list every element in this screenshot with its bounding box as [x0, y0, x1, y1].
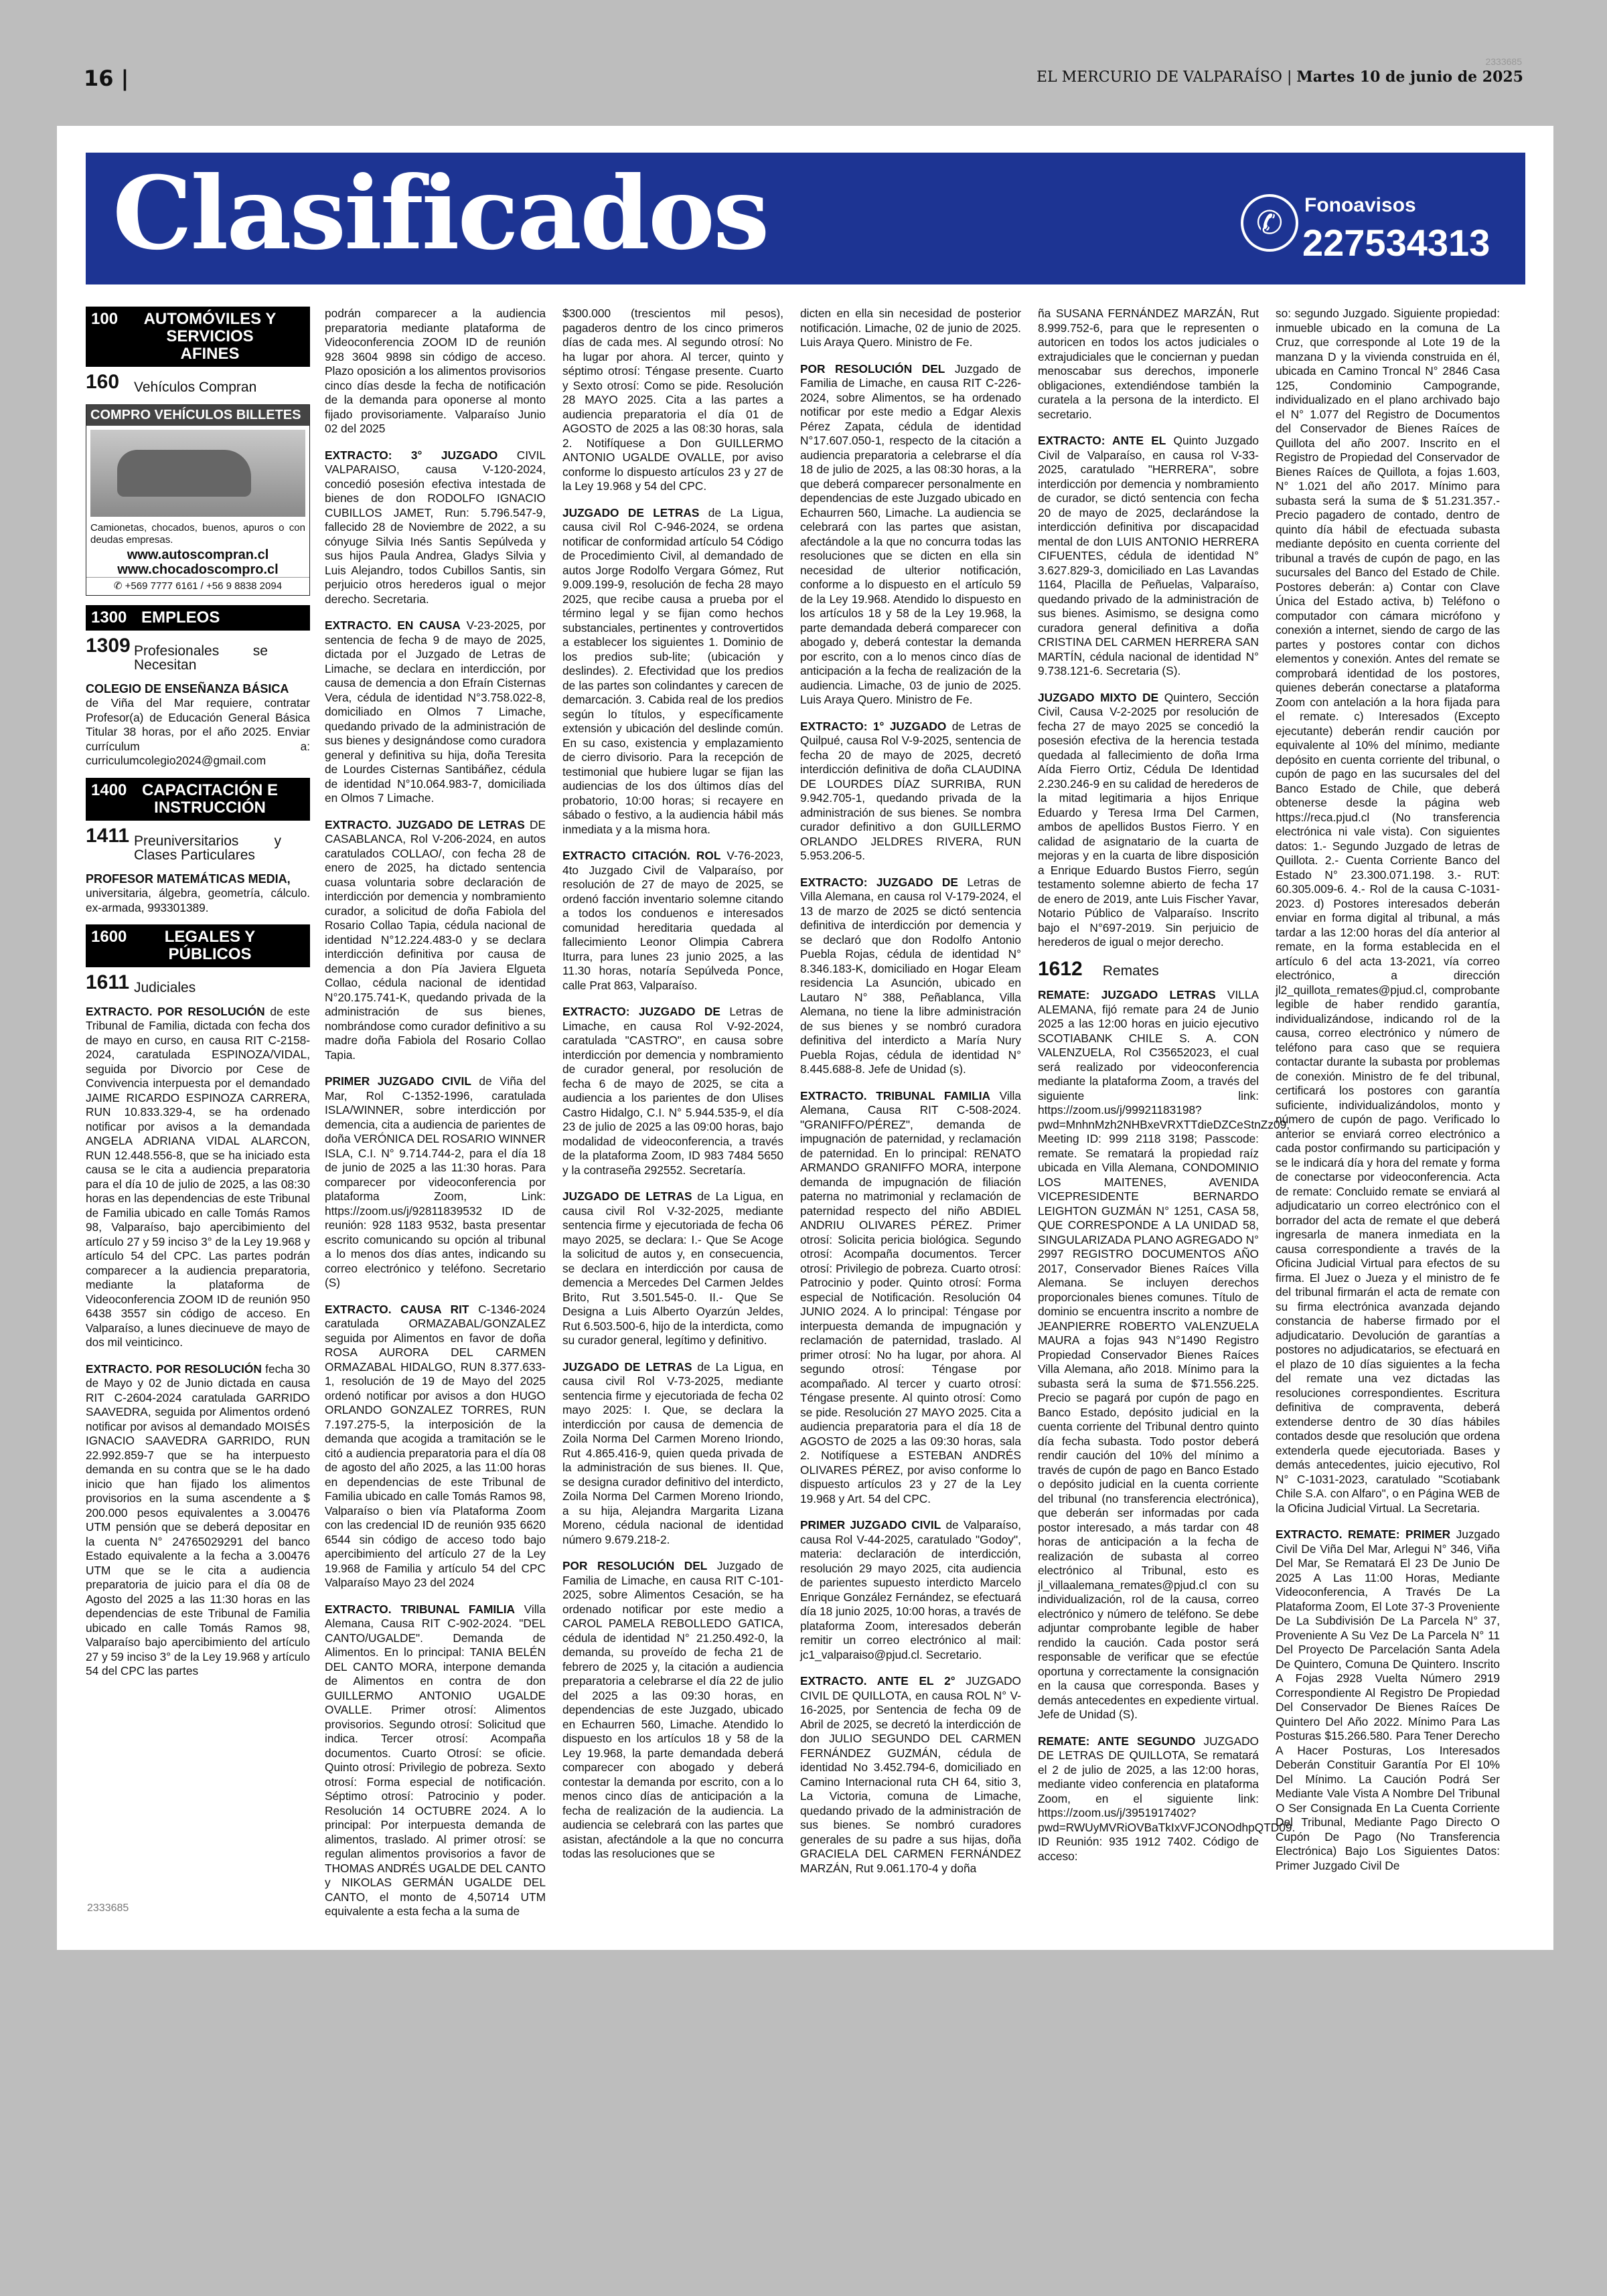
notice-body: de La Ligua, en causa civil Rol V-73-2025, mediante sentencia firme y ejecutoriada de fecha 02 mayo 2025: I. Que, se declara la interdicción por causa de demencia de Zoila Norma Del Carmen Moreno Iriondo, Rut 4.865.416-9, quien queda privada de la administración de sus bienes. II. Que, se designa curador definitivo del interdicto, Zoila Norma Del Carmen Moreno Iriondo, a su hija, Alejandra Margarita Lizana Moreno, cédula nacional de identidad número 9.679.218-2. [562, 1360, 783, 1546]
legal-notice [800, 1089, 1021, 1507]
notice-lead: EXTRACTO. JUZGADO DE LETRAS [325, 817, 525, 831]
notices-col5-a [1038, 307, 1259, 950]
notice-lead: EXTRACTO. POR RESOLUCIÓN [86, 1362, 262, 1376]
notice-body: CIVIL VALPARAISO, causa V-120-2024, concedió posesión efectiva intestada de bienes de don RODOLFO IGNACIO CUBILLOS JAMET, Run: 5.796.547-9, fallecido 28 de Noviembre de 2022, a su cónyuge Silvia Inés Santis Sepúlveda y sus hijos Paula Andrea, Gladys Silvia y Luis Alejandro, todos Cubillos Santis, sin perjuicio otros herederos igual o mejor derecho. Secretaria. [325, 448, 546, 606]
car-icon [117, 450, 251, 497]
classifieds-sheet [57, 126, 1553, 1950]
section-1300 [86, 605, 310, 631]
notice-lead: EXTRACTO. CAUSA RIT [325, 1302, 469, 1316]
notice-body: podrán comparecer a la audiencia preparatoria mediante plataforma de Videoconferencia ZOOM ID de reunión 928 3604 9898 sin código de acceso. Plazo oposición a los alimentos provisorios cinco días desde la fecha de notificación de la demanda para oponerse al monto fijado provisoriamente. Valparaíso Junio 02 del 2025 [325, 307, 546, 435]
subsection-number: 1309 [86, 634, 131, 657]
notice-body: VILLA ALEMANA, fijó remate para 24 de Junio 2025 a las 12:00 horas en juicio ejecutivo SCOTIABANK CHILE S. A. CON VALENZUELA, Rol C35652023, el cual será realizado por videoconferencia mediante la plataforma Zoom, a través del siguiente link: https://zoom.us/j/99921183198?pwd=MnhnMzh2NHBxeVRXTTdieDZCeStnZz09, Meeting ID: 999 2118 3198; Passcode: remate. Se rematará la propiedad raíz ubicada en Villa Alemana, CONDOMINIO LOS MAITENES, AVENIDA VICEPRESIDENTE BERNARDO LEIGHTON GUZMÁN N° 1251, CASA 58, QUE CORRESPONDE A LA UNIDAD 58, SINGULARIZADA PLANO AGREGADO N° 2997 REGISTRO DOCUMENTOS AÑO 2017, Conservador Bienes Raíces Villa Alemana. Se incluyen derechos proporcionales bienes comunes. Título de dominio se encuentra inscrito a nombre de JEANPIERRE ROBERTO VALENZUELA MAURA a fojas 943 N°1490 Registro Propiedad Conservador Bienes Raíces Villa Alemana, año 2018. Mínimo para la subasta será la suma de $71.556.225. Precio se pagará por cupón de pago en Banco Estado, depósito judicial en la cuenta corriente del Tribunal dentro quinto día fecha subasta. Todo postor deberá rendir caución del 10% del mínimo a través de cupón de pago en Banco Estado o depósito judicial en la cuenta corriente del tribunal (no transferencia electrónica), que deberán ser informadas por cada postor interesado, a más tardar con 48 horas de anticipación a la fecha de realización de subasta al correo electrónico al Tribunal, esto es jl_villaalemana_remates@pjud.cl con su individualización, rol de la causa, correo electrónico y número de teléfono. Se debe adjuntar comprobante legible de haber rendido la caución. Cada postor será responsable de verificar que se efectúe oportuna y correctamente la consignación en la causa que corresponda. Bases y demás antecedentes en expediente virtual. Jefe de Unidad (S). [1038, 988, 1290, 1721]
subsection-title: Judiciales [134, 980, 196, 995]
notice-lead: EXTRACTO. TRIBUNAL FAMILIA [800, 1088, 990, 1102]
column-1 [86, 307, 310, 1933]
notice-lead: EXTRACTO: JUZGADO DE [562, 1005, 720, 1018]
legal-notice [800, 720, 1021, 864]
subsection-title: Profesionales se Necesitan [134, 643, 268, 673]
ad-website-1: www.autoscompran.cl [127, 548, 269, 562]
section-100 [86, 307, 310, 367]
notices-col4 [800, 307, 1021, 1876]
notice-body: Quinto Juzgado Civil de Valparaíso, en causa rol V-33-2025, caratulado "HERRERA", sobre interdicción por demencia y nombramiento de curador, se dictó sentencia con fecha 20 de mayo de 2025, declarándose la interdicción definitiva por discapacidad mental de don LUIS ANTONIO HERRERA CIFUENTES, cédula de identidad N° 3.627.829-3, domiciliado en Las Lavandas 1164, Placilla de Peñuelas, Valparaíso, quedando privado de la administración de sus bienes. Asimismo, se designa como curadora general definitiva a doña CRISTINA DEL CARMEN HERRERA SAN MARTÍN, cédula nacional de identidad N° 9.738.121-6. Secretaria (S). [1038, 434, 1259, 677]
banner-title: Clasificados [112, 155, 768, 272]
ad-profesor [86, 872, 310, 916]
notice-lead: EXTRACTO: JUZGADO DE [800, 875, 958, 889]
legal-notice [325, 619, 546, 806]
notice-body: C-1346-2024 caratulada ORMAZABAL/GONZALEZ seguida por Alimentos en favor de doña ROSA AURORA DEL CARMEN ORMAZABAL HIDALGO, RUN 8.377.633-1, resolución de 19 de Mayo del 2025 ordenó notificar por avisos a don HUGO ORLANDO GONZALEZ TORRES, RUN 7.197.275-5, la interposición de la demanda que acogida a tramitación se le citó a audiencia preparatoria para el día 08 de agosto del año 2025, a las 11:00 horas en dependencias de este Tribunal de Familia ubicado en calle Tomás Ramos 98, Valparaíso o bien vía Plataforma Zoom con las credencial ID de reunión 935 6620 6544 sin código de acceso todo bajo apercibimiento del artículo 27 de la Ley 19.968 de Familia y artículo 54 del CPC Valparaíso Mayo 23 del 2024 [325, 1302, 546, 1589]
notice-body: de La Ligua, en causa civil Rol V-32-2025, mediante sentencia firme y ejecutoriada de fecha 06 mayo 2025, se declara: I.- Que Se Acoge la solicitud de autos y, en consecuencia, se declara en interdicción por causa de demencia a Mercedes Del Carmen Jeldes Brito, Rut 3.501.545-0. II.- Que Se Designa a Luis Alberto Oyarzún Jeldes, Rut 6.503.500-6, hijo de la interdicta, como su curador general, legítimo y definitivo. [562, 1190, 783, 1347]
notice-body: ña SUSANA FERNÁNDEZ MARZÁN, Rut 8.999.752-6, para que le representen o autoricen en todos los actos judiciales o extrajudiciales que le conciernan y puedan menoscabar sus derechos, imponerle obligaciones, extendiéndose también la curatela a la persona de la interdicto. El secretario. [1038, 307, 1259, 421]
notice-lead: EXTRACTO. ANTE EL 2° [800, 1674, 955, 1688]
notice-lead: POR RESOLUCIÓN DEL [562, 1559, 708, 1572]
legal-notice [325, 818, 546, 1063]
section-number: 1300 [91, 608, 127, 627]
legal-notice [800, 307, 1021, 350]
legal-notice [562, 849, 783, 993]
notice-lead: PRIMER JUZGADO CIVIL [325, 1074, 471, 1088]
notice-lead: EXTRACTO: 3° JUZGADO [325, 448, 498, 462]
phone-icon: ✆ [1241, 194, 1298, 252]
legal-notice [1276, 307, 1500, 1515]
legal-notice [562, 307, 783, 494]
notice-body: Letras de Villa Alemana, en causa rol V-179-2024, el 13 de marzo de 2025 se dictó sentencia definitiva de interdicción por demencia y se declaró que don Rodolfo Antonio Puebla Rojas, cédula de identidad N° 8.346.183-K, domiciliado en Hogar Eleam residencia La Asunción, ubicado en Lautaro N° 388, Peñablanca, Villa Alemana, no tiene la libre administración de sus bienes y se nombró curadora definitiva del interdicto a María Nury Puebla Rojas, cédula de identidad N° 8.445.688-8. Jefe de Unidad (s). [800, 875, 1022, 1076]
notice-body: fecha 30 de Mayo y 02 de Junio dictada en causa RIT C-2604-2024 caratulada GARRIDO SAAVEDRA, seguida por Alimentos ordenó notificar por avisos al demandado MOISÉS IGNACIO SAAVEDRA GARRIDO, RUN 22.992.859-7 que se ha interpuesto demanda en su contra que se le ha dado inicio que han fijado los alimentos provisorios en la suma ascendente a $ 200.000 pesos equivalentes a 3.00476 UTM pensión que se deberá depositar en la cuenta N° 24765029291 del banco Estado equivalente a la fecha a 3.00476 UTM que se le cita a audiencia preparatoria de juicio para el día 08 de Agosto del 2025 a las 11:30 horas en las dependencias de este Tribunal de Familia ubicado en calle Tomás Ramos 98, Valparaíso bajo apercibimiento del artículo 27 y 59 inciso 3° de la Ley 19.968 y artículo 54 del CPC las partes [86, 1362, 310, 1677]
legal-notice [1038, 691, 1259, 950]
subsection-number: 1612 [1038, 957, 1083, 980]
legal-notice [1038, 1734, 1296, 1864]
notice-body: JUZGADO CIVIL DE QUILLOTA, en causa ROL N° V-16-2025, por Sentencia de fecha 09 de Abril de 2025, se decretó la interdicción de don JULIO SEGUNDO DEL CARMEN FERNÁNDEZ GUZMÁN, cédula de identidad No 3.452.794-6, domiciliado en Camino Internacional ruta CH 64, sitio 3, La Victoria, comuna de Limache, quedando privado de la administración de sus bienes. Se nombró curadores generales de su padre a sus hijas, doña GRACIELA DEL CARMEN FERNÁNDEZ MARZÁN, Rut 9.061.170-4 y doña [800, 1674, 1021, 1875]
notice-body: Villa Alemana, Causa RIT C-902-2024. "DEL CANTO/UGALDE". Demanda de Alimentos. En lo principal: TANIA BELÉN DEL CANTO MORA, interpone demanda de Alimentos en contra de don GUILLERMO ANTONIO UGALDE OVALLE. Primer otrosí: Alimentos provisorios. Segundo otrosí: Solicitud que indica. Tercer otrosí: Acompaña documentos. Cuarto Otrosí: se oficie. Quinto otrosí: Privilegio de pobreza. Sexto otrosí: Forma especial de notificación. Séptimo otrosí: Patrocinio y poder. Resolución 14 OCTUBRE 2024. A lo principal: Por interpuesta demanda de alimentos, traslado. Al primer otrosí: se regulan alimentos provisorios a favor de THOMAS ANDRÉS UGALDE DEL CANTO y NIKOLAS GERMÁN UGALDE DEL CANTO, el monto de 4,50714 UTM equivalente a esta fecha a la suma de [325, 1602, 546, 1918]
notice-lead: EXTRACTO: 1° JUZGADO [800, 719, 947, 733]
column-6 [1276, 307, 1500, 1933]
section-title: AUTOMÓVILES Y SERVICIOS AFINES [143, 310, 277, 363]
ad-body: de Viña del Mar requiere, contratar Profesor(a) de Educación General Básica Titular 38 horas, por el año 2025. Enviar currículum a: curriculumcolegio2024@gmail.com [86, 696, 310, 767]
notice-lead: JUZGADO DE LETRAS [562, 1190, 692, 1203]
notice-body: de Valparaíso, causa Rol V-44-2025, caratulado "Godoy", materia: declaración de interdicción, resolución 29 mayo 2025, cita audiencia de parientes supuesto interdicto Marcelo Enrique González Fernández, se efectuará día 18 junio 2025, 10:00 horas, a través de plataforma Zoom, interesados deberán remitir un correo electrónico al mail: jc1_valparaiso@pjud.cl. Secretario. [800, 1518, 1021, 1661]
notice-body: Letras de Limache, en causa Rol V-92-2024, caratulada "CASTRO", en causa sobre interdicción por demencia y nombramiento de curador general, por resolución de fecha 6 de mayo de 2025, se cita a audiencia a los parientes de don Ulises Castro Hidalgo, C.I. N° 5.944.535-9, el día 23 de julio de 2025 a las 09:00 horas, bajo modalidad de videoconferencia, a través de la plataforma Zoom, ID 983 7484 5650 y la contraseña 292552. Secretaría. [562, 1005, 784, 1177]
notice-lead: JUZGADO DE LETRAS [562, 505, 700, 519]
section-title: CAPACITACIÓN E INSTRUCCIÓN [141, 781, 279, 817]
notice-lead: REMATE: JUZGADO LETRAS [1038, 988, 1216, 1001]
notices-col1 [86, 1005, 310, 1679]
ad-title: PROFESOR MATEMÁTICAS MEDIA, [86, 872, 291, 886]
notice-body: Villa Alemana, Causa RIT C-508-2024. "GRANIFFO/PÉREZ", demanda de impugnación de paternidad, y reclamación de paternidad. En lo principal: RENATO ARMANDO GRANIFFO MORA, interpone demanda de impugnación de filiación paterna no matrimonial y reclamación de paternidad respecto del niño ABDIEL ANDRIU OLIVARES PÉREZ. Primer otrosí: Solicita pericia biológica. Segundo otrosí: Acompaña documentos. Tercer otrosí: Privilegio de pobreza. Cuarto otrosí: Patrocinio y poder. Quinto otrosí: Forma especial de Notificación. Resolución 04 JUNIO 2024. A lo principal: Téngase por interpuesta demanda de impugnación y reclamación de paternidad, traslado. Al primer otrosí: No ha lugar, por ahora. Al segundo otrosí: Téngase por acompañado. Al tercer y cuarto otrosí: Téngase presente. Al quinto otrosí: Como se pide. Resolución 27 MAYO 2025. Cita a audiencia preparatoria para el día 18 de AGOSTO de 2025 a las 09:30 horas, sala 2. Notifíquese a ESTEBAN ANDRÉS OLIVARES PÉREZ, por aviso conforme lo dispuesto artículos 23 y 27 de la Ley 19.968 y Art. 54 del CPC. [800, 1088, 1021, 1505]
footer-id: 2333685 [87, 1902, 129, 1914]
page-id: 2333685 [1485, 56, 1522, 67]
legal-notice [86, 1362, 310, 1679]
legal-notice [325, 448, 546, 607]
subsection-number: 1611 [86, 971, 130, 993]
notice-body: dicten en ella sin necesidad de posterior notificación. Limache, 02 de junio de 2025. Luis Araya Quero. Ministro de Fe. [800, 307, 1021, 349]
notices-col3 [562, 307, 783, 1862]
notice-lead: REMATE: ANTE SEGUNDO [1038, 1734, 1196, 1748]
column-4 [800, 307, 1021, 1933]
subsection-160 [86, 371, 310, 395]
legal-notice [1038, 988, 1290, 1722]
legal-notice [800, 362, 1021, 708]
fonoavisos-number: 227534313 [1302, 222, 1490, 264]
notice-body: $300.000 (trescientos mil pesos), pagaderos dentro de los cinco primeros días de cada mes. Al segundo otrosí: No ha lugar por ahora. Al tercer, quinto y séptimo otrosí: Téngase presente. Cuarto y Sexto otrosí: Como se pide. Resolución 28 MAYO 2025. Cita a las partes a audiencia preparatoria el día 01 de AGOSTO de 2025 a las 08:30 horas, sala 2. Notifíquese a Don GUILLERMO ANTONIO UGALDE OVALLE, por aviso conforme lo dispuesto artículos 23 y 27 de la Ley 19.968 y 54 del CPC. [562, 307, 783, 493]
notice-lead: EXTRACTO CITACIÓN. ROL [562, 849, 721, 862]
page-header [77, 56, 1530, 100]
section-title: EMPLEOS [141, 608, 220, 627]
section-number: 100 [91, 310, 119, 328]
publication-info: EL MERCURIO DE VALPARAÍSO | Martes 10 de junio de 2025 [1036, 68, 1523, 86]
notice-lead: JUZGADO MIXTO DE [1038, 690, 1159, 704]
ad-website-2: www.chocadoscompro.cl [117, 562, 279, 577]
column-5 [1038, 307, 1296, 1933]
publication-date: Martes 10 de junio de 2025 [1296, 68, 1523, 86]
ad-compro-vehiculos [86, 404, 310, 596]
legal-notice [86, 1005, 310, 1350]
notice-lead: EXTRACTO. REMATE: PRIMER [1276, 1528, 1451, 1541]
ad-header: COMPRO VEHÍCULOS BILLETES [86, 405, 309, 426]
legal-notice [562, 506, 783, 837]
notice-body: de La Ligua, causa civil Rol C-946-2024, se ordena notificar de conformidad artículo 54 Código de Procedimiento Civil, al demandado de autos Jorge Rodolfo Vergara Gómez, Rut 9.009.199-9, resolución de fecha 28 mayo 2025, que recibe causa a prueba por el término legal y se fijan como hechos substanciales, pertinentes y controvertidos a establecer los siguientes 1. Dominio de los predios sub-lite; (ubicación y deslindes). 2. Efectividad que los predios de las partes son colindantes y carecen de demarcación. 3. Cabida real de los predios según lo títulos, y específicamente extensión y ubicación del deslinde común. En su caso, existencia y emplazamiento de cierro divisorio. Para la recepción de testimonial que hubiere lugar se fijan las audiencias de los dos últimos días del probatorio, 10:00 horas; si recayere en sábado o festivo, a la audiencia hábil más inmediata y a la misma hora. [562, 505, 783, 836]
legal-notice [325, 1303, 546, 1590]
legal-notice [1038, 307, 1259, 422]
notice-body: Juzgado de Familia de Limache, en causa RIT C-101-2025, sobre Alimentos Cesación, se ha ordenado notificar por este medio a CAROL PAMELA REBOLLEDO GATICA, cédula de identidad N° 21.250.492-0, la demanda, su proveído de fecha 21 de febrero de 2025 y, la citación a audiencia preparatoria a celebrarse el día 22 de julio del 2025 a las 09:30 horas, en dependencias de este Juzgado, ubicado en Echaurren 560, Limache. Atendido lo dispuesto en los artículos 18 y 58 de la Ley 19.968, la parte demandada deberá comparecer con abogado y deberá contestar la demanda por escrito, con a lo menos cinco días de anticipación a la fecha de realización de la audiencia. La audiencia se celebrará con las partes que asistan, afectándole a la que no concurra todas las resoluciones que se [562, 1559, 783, 1860]
notice-lead: POR RESOLUCIÓN DEL [800, 361, 945, 376]
notice-body: V-23-2025, por sentencia de fecha 9 de mayo de 2025, dictada por el Juzgado de Letras de Limache, se declara en interdicción, por causa de demencia a don Efraín Cisternas Vera, cédula de identidad N°3.758.022-8, domiciliado en Olmos 7 Limache, quedando privado de la administración de sus bienes y designándose como curadora general y definitiva su hija, doña Teresita de Lourdes Cisternas Santibáñez, cédula de identidad N°10.064.983-7, domiciliada en Olmos 7 Limache. [325, 619, 546, 805]
legal-notice [800, 1518, 1021, 1662]
notice-body: de Letras de Quilpué, causa Rol V-9-2025, sentencia de fecha 20 de mayo de 2025, decretó interdicción definitiva de doña CLAUDINA DE LOURDES DÍAZ SURRIBA, RUN 9.942.705-1, quedando privada de la administración de sus bienes. Se nombra curador definitivo a don GUILLERMO ORLANDO JELDRES RIVERA, RUN 5.953.206-5. [800, 719, 1021, 862]
legal-notice [800, 876, 1021, 1077]
ad-colegio [86, 682, 310, 768]
car-photo [90, 430, 305, 517]
section-title: LEGALES Y PÚBLICOS [164, 928, 256, 963]
fonoavisos-label: Fonoavisos [1304, 194, 1416, 216]
notice-lead: JUZGADO DE LETRAS [562, 1360, 692, 1374]
notice-body: JUZGADO DE LETRAS DE QUILLOTA, Se rematará el 2 de julio de 2025, a las 12:00 horas, mediante video conferencia en plataforma Zoom, en el siguiente link: https://zoom.us/j/3951917402?pwd=RWUyMVRiOVBaTkIxVFJCONOdhpQTD09. ID Reunión: 935 1912 7402. Código de acceso: [1038, 1734, 1296, 1863]
notice-lead: EXTRACTO. EN CAUSA [325, 619, 461, 632]
legal-notice [325, 1603, 546, 1919]
notice-body: Quintero, Sección Civil, Causa V-2-2025 por resolución de fecha 27 de mayo 2025 se concedió la posesión efectiva de la herencia testada quedada al fallecimiento de doña Irma Aída Fierro Ortiz, Cédula De Identidad 2.230.246-9 en su calidad de herederos de la mitad legitimaria a hijos Enrique Eduardo y Teresa Irma Del Carmen, ambos de apellidos Bustos Fierro. Y en calidad de asignatario de la cuarta de mejoras y en la cuarta de libre disposición a Enrique Eduardo Bustos Fierro, según testamento solemne abierto de fecha 17 de enero de 2019, ante Luis Fischer Yavar, Notario Público de Valparaíso. Inscrito bajo el N°697-2019. Sin perjuicio de herederos de igual o mejor derecho. [1038, 690, 1259, 949]
notices-col6 [1276, 307, 1500, 1873]
notice-body: DE CASABLANCA, Rol V-206-2024, en autos caratulados COLLAO/, con fecha 28 de enero de 2025, ha dictado sentencia cuasa voluntaria sobre declaración de interdicción por demencia y nombramiento curador, a solicitud de doña Fabiola del Rosario Collao Tapia, cédula nacional de identidad N°12.224.483-0 y se declara interdicción definitiva por causa de demencia a don Pía Javiera Elgueta Collao, cédula nacional de identidad N°20.175.741-K, quedando privada de la administración de sus bienes, nombrándose como curador definitivo a su madre doña Fabiola del Rosario Collao Tapia. [325, 817, 546, 1062]
subsection-1411 [86, 824, 310, 863]
notice-lead: EXTRACTO. TRIBUNAL FAMILIA [325, 1602, 515, 1616]
section-1600 [86, 924, 310, 967]
page-number: 16 | [84, 66, 129, 91]
ad-phone: ✆ +569 7777 6161 / +56 9 8838 2094 [86, 577, 309, 595]
legal-notice [562, 1360, 783, 1548]
column-2 [325, 307, 546, 1933]
subsection-1309 [86, 634, 310, 673]
section-1400 [86, 778, 310, 821]
legal-notice [1276, 1528, 1500, 1873]
fonoavisos [1241, 194, 1488, 268]
notice-lead: EXTRACTO. POR RESOLUCIÓN [86, 1004, 265, 1018]
section-number: 1400 [91, 781, 127, 799]
subsection-number: 160 [86, 371, 120, 393]
notice-body: Juzgado de Familia de Limache, en causa RIT C-226-2024, sobre Alimentos, se ha ordenado notificar por este medio a Edgar Alexis Pérez Zapata, cédula de identidad N°17.607.050-1, respecto de la citación a audiencia preparatoria a celebrarse el día 18 de julio de 2025, a las 08:30 horas, a la que deberá comparecer personalmente en dependencias de este Juzgado ubicado en Echaurren 560, Limache. La audiencia se celebrará con las partes que asistan, afectándole a la que no concurra todas las resoluciones que se dicten en ella sin necesidad de ulterior notificación, conforme a lo dispuesto en el artículo 59 de la Ley 19.968. Atendido lo dispuesto en los artículos 18 y 58 de la Ley 19.968, la parte demandada deberá comparecer con abogado y, deberá contestar la demanda por escrito, con a lo menos cinco días de anticipación a la fecha de realización de la audiencia. Limache, 03 de junio de 2025. Luis Araya Quero. Ministro de Fe. [800, 361, 1021, 706]
notices-col5-b [1038, 988, 1296, 1864]
subsection-title: Remates [1102, 963, 1159, 979]
notices-col2 [325, 307, 546, 1919]
notice-body: so: segundo Juzgado. Siguiente propiedad: inmueble ubicado en la comuna de La Cruz, que corresponde al Lote 19 de la manzana D y la vivienda construida en él, ubicada en Camino Troncal N° 2846 Casa 125, Condominio Campogrande, individualizado en el plano archivado bajo el N° 1.077 del Registro de Documentos del Conservador de Bienes Raíces de Quillota del año 2007. Inscrito en el Registro de Propiedad del Conservador de Bienes Raíces de Quillota, a fojas 1.603, N° 1.021 del año 2017. Mínimo para subasta será la suma de $ 51.231.357.- Precio pagadero de contado, dentro de quinto día hábil de efectuada subasta mediante depósito en cuenta corriente del tribunal a través de cupón de pago, en las sucursales del Banco del Estado de Chile. Postores deberán: a) Contar con Clave Única del Estado activa, b) Teléfono o computador con cámara micrófono y conexión a internet, siendo de cargo de las partes y postores contar con dichos elementos y conexión. Antes del remate se comprobará identidad de los postores, quienes deberán conectarse a plataforma Zoom con antelación a la hora fijada para el remate. c) Interesados (Excepto ejecutante) deberán rendir caución por equivalente al 10% del mínimo, mediante depósito en cuenta corriente del tribunal, o cupón de pago en las sucursales del del Banco Estado de Chile, que deberá obtenerse desde la página web https://reca.pjud.cl (No transferencia electrónica ni vale vista). Con siguientes datos: 1.- Segundo Juzgado de letras de Quillota. 2.- Cuenta Corriente Banco del Estado N° 23.300.071.198. 3.- RUT: 60.305.009-6. 4.- Rol de la causa C-1031-2023. d) Postores interesados deberán enviar en forma digital al tribunal, a más tardar a las 12:00 horas del día anterior al remate, en la forma establecida en el artículo 6 del acta 13-2021, vía correo electrónico, a dirección jl2_quillota_remates@pjud.cl, comprobante legible de haber rendido garantía, individualizándose, indicando rol de la causa, correo electrónico y número de teléfono para caso que se requiera contactar durante la subasta por problemas de conexión. Ministro de fe del tribunal, certificará los postores con garantía suficiente, individualizándolos, monto y número de cupón de pago. Verificado lo anterior se enviará correo electrónico a cada postor confirmando su participación y se le indicará día y hora del remate y forma de conectarse por videoconferencia. Acta de remate: Concluido remate se enviará al adjudicatario un correo electrónico con el borrador del acta de remate el que deberá ingresarla de manera inmediata en la causa correspondiente a través de la Oficina Judicial Virtual para efectos de su firma. El Juez o Jueza y el ministro de fe del tribunal firmarán el acta de remate con su firma electrónica avanzada dejando constancia de haberse firmado por el adjudicatario. Devolución de garantías a postores no adjudicatarios, se efectuará en el plazo de 10 días siguientes a la fecha del remate una vez dictadas las resoluciones correspondientes. Escritura definitiva de compraventa, deberá extenderse dentro de 30 días hábiles contados desde que resolución que ordena extenderla quede ejecutoriada. Bases y demás antecedentes, juicio ejecutivo, Rol N° C-1031-2023, caratulado "Scotiabank Chile S.A. con Alfaro", o en Página WEB de la Oficina Judicial Virtual. La Secretaria. [1276, 307, 1500, 1515]
publication-name: EL MERCURIO DE VALPARAÍSO [1036, 69, 1282, 86]
legal-notice [562, 1190, 783, 1348]
subsection-title: Preuniversitarios y Clases Particulares [134, 833, 281, 863]
legal-notice [1038, 434, 1259, 679]
subsection-title: Vehículos Compran [134, 380, 257, 395]
legal-notice [800, 1674, 1021, 1876]
legal-notice [562, 1559, 783, 1862]
notice-lead: PRIMER JUZGADO CIVIL [800, 1518, 941, 1532]
notice-body: de Viña del Mar, Rol C-1352-1996, caratulada ISLA/WINNER, sobre interdicción por demencia, cita a audiencia de parientes de doña VERÓNICA DEL ROSARIO WINNER ISLA, C.I. N° 9.714.744-2, para el día 18 de junio de 2025 a las 11:30 horas. Para comparecer por videoconferencia por plataforma Zoom, Link: https://zoom.us/j/92811839532 ID de reunión: 928 1183 9532, basta presentar escrito comunicando su opción al tribunal a lo menos dos días antes, indicando su correo electrónico y teléfono. Secretario (S) [325, 1074, 546, 1289]
notice-body: de este Tribunal de Familia, dictada con fecha dos de mayo en curso, en causa RIT C-2158-2024, caratulada ESPINOZA/VIDAL, seguida por Divorcio por Cese de Convivencia interpuesta por el demandado JAIME RICARDO ESPINOZA CARRERA, RUN 10.833.329-4, se ha ordenado notificar por avisos a la demandada ANGELA ADRIANA VIDAL ALARCON, RUN 12.448.556-8, que se ha iniciado esta causa se le cita a audiencia preparatoria para el día 10 de julio de 2025, a las 08:30 horas en las dependencias de este Tribunal de Familia ubicado en calle Tomás Ramos 98, Valparaíso, bajo apercibimiento del artículo 27 y 59 inciso 3° de la Ley 19.968 y artículo 54 del CPC. Las partes podrán comparecer a la audiencia preparatoria, mediante la plataforma de Videoconferencia ZOOM ID de reunión 950 6438 3557 sin código de acceso. En Valparaíso, a lunes diecinueve de mayo de dos mil veinticinco. [86, 1004, 310, 1349]
ad-text: Camionetas, chocados, buenos, apuros o con deudas empresas. [90, 522, 305, 546]
legal-notice [325, 1074, 546, 1291]
subsection-1611 [86, 971, 310, 995]
legal-notice [325, 307, 546, 436]
notice-lead: EXTRACTO: ANTE EL [1038, 434, 1166, 447]
notice-body: Juzgado Civil De Viña Del Mar, Arlegui N° 346, Viña Del Mar, Se Rematará El 23 De Junio De 2025 A Las 11:00 Horas, Mediante Videoconferencia, A Través De La Plataforma Zoom, El Lote 37-3 Proveniente De La Subdivisión De La Parcela N° 37, Proveniente A Su Vez De La Parcela N° 11 Del Proyecto De Parcelación Santa Adela De Quintero, Comuna De Quintero. Inscrito A Fojas 2928 Vuelta Número 2919 Correspondiente Al Registro De Propiedad Del Conservador De Bienes Raíces De Quintero Del Año 2022. Mínimo Para Las Posturas $15.266.580. Para Tener Derecho A Hacer Posturas, Los Interesados Deberán Constituir Garantía Por El 10% Del Mínimo. La Caución Podrá Ser Mediante Vale Vista A Nombre Del Tribunal O Ser Consignada En La Cuenta Corriente Del Tribunal, Mediante Pago Directo O Cupón De Pago (No Transferencia Electrónica) Bajo Los Siguientes Datos: Primer Juzgado Civil De [1276, 1528, 1500, 1872]
section-number: 1600 [91, 928, 127, 946]
column-3 [562, 307, 783, 1933]
classifieds-banner [86, 153, 1525, 284]
ad-body: universitaria, álgebra, geometría, cálculo. ex-armada, 993301389. [86, 886, 310, 914]
subsection-number: 1411 [86, 824, 130, 847]
notice-body: V-76-2023, 4to Juzgado Civil de Valparaíso, por resolución de 27 de mayo de 2025, se ordenó facción inventario solemne citando a todos los conduenos e interesados comunidad hereditaria quedada al fallecimiento Leonor Olimpia Cabrera Iturra, para lunes 23 junio 2025, a las 11.30 horas, notaría Sepúlveda Ponce, calle Prat 863, Valparaíso. [562, 849, 783, 992]
subsection-1612 [1038, 957, 1259, 980]
ad-title: COLEGIO DE ENSEÑANZA BÁSICA [86, 681, 289, 695]
legal-notice [562, 1005, 783, 1177]
